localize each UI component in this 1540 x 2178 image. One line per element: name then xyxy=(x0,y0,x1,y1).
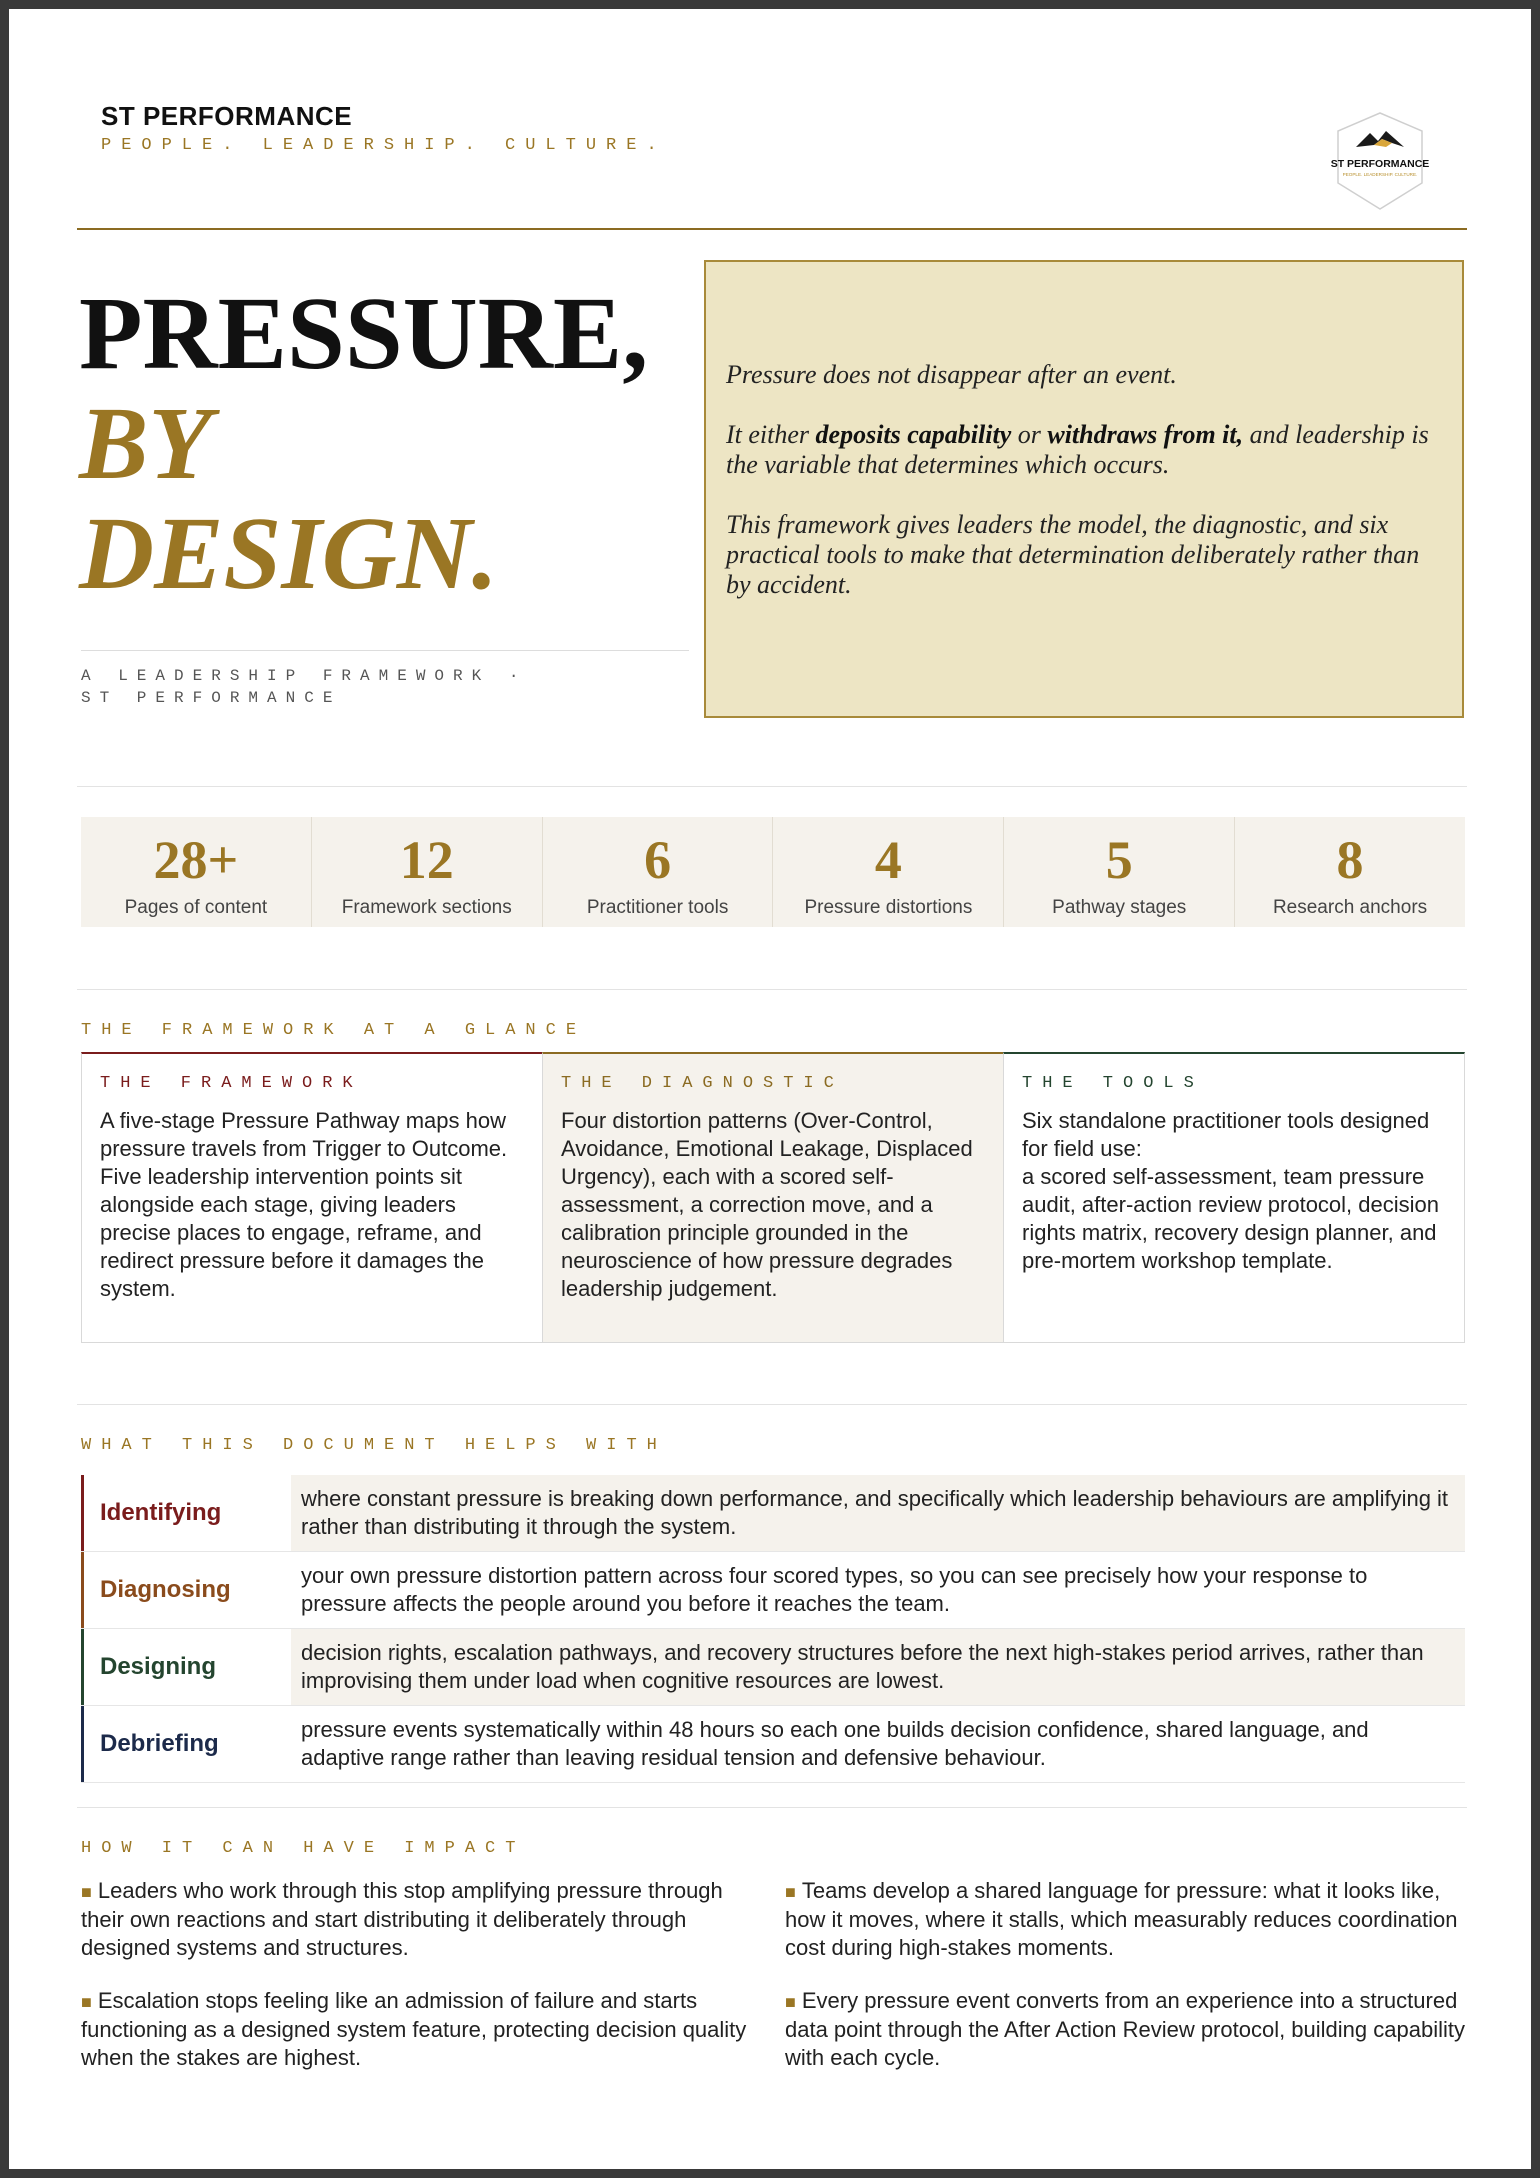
impact-item xyxy=(81,1987,761,2072)
stat-value: 12 xyxy=(399,830,454,890)
stat-label: Pages of content xyxy=(124,897,268,918)
helps-row xyxy=(81,1552,1465,1629)
intro-quote-box xyxy=(704,260,1464,718)
section-divider xyxy=(77,1807,1467,1808)
glance-column-framework xyxy=(81,1052,542,1342)
glance-column-title: THE FRAMEWORK xyxy=(100,1074,363,1093)
square-bullet-icon: ■ xyxy=(785,1992,796,2012)
section-divider xyxy=(77,786,1467,787)
hero-title-line3: DESIGN. xyxy=(79,496,498,611)
glance-column-diagnostic xyxy=(542,1052,1003,1342)
helps-row xyxy=(81,1629,1465,1706)
stat-item xyxy=(312,817,543,927)
helps-row xyxy=(81,1706,1465,1783)
logo-name: ST PERFORMANCE xyxy=(1330,158,1430,170)
glance-column-tools xyxy=(1003,1052,1465,1342)
helps-description: where constant pressure is breaking down performance, and specifically which leadership behaviours are amplifying it rather than distributing it through the system. xyxy=(291,1475,1465,1551)
stat-label: Practitioner tools xyxy=(586,897,729,918)
stat-value: 5 xyxy=(1105,830,1133,890)
stat-label: Pathway stages xyxy=(1052,897,1187,918)
glance-column-title: THE DIAGNOSTIC xyxy=(561,1074,844,1093)
brand-tagline: PEOPLE. LEADERSHIP. CULTURE. xyxy=(101,136,667,155)
square-bullet-icon: ■ xyxy=(81,1882,92,1902)
helps-verb: Designing xyxy=(81,1629,291,1705)
impact-text: Leaders who work through this stop amplifying pressure through their own reactions and start distributing it deliberately through designed systems and structures. xyxy=(81,1878,723,1960)
section-divider xyxy=(77,989,1467,990)
stat-item xyxy=(773,817,1004,927)
helps-table xyxy=(81,1475,1465,1783)
glance-column-body: A five-stage Pressure Pathway maps how pressure travels from Trigger to Outcome. Five leadership intervention points sit alongside each stage, giving leaders precise places to engage, reframe, and redirect pressure before it damages the system. xyxy=(100,1108,508,1301)
glance-column-title: THE TOOLS xyxy=(1022,1074,1204,1093)
impact-item xyxy=(785,1987,1465,2072)
intro-emphasis-2: withdraws from it, xyxy=(1047,420,1244,449)
stat-item xyxy=(1004,817,1235,927)
impact-section-label: HOW IT CAN HAVE IMPACT xyxy=(81,1839,526,1858)
square-bullet-icon: ■ xyxy=(81,1992,92,2012)
hero-title xyxy=(79,276,649,611)
impact-item xyxy=(785,1877,1465,1962)
impact-text: Teams develop a shared language for pressure: what it looks like, how it moves, where it stalls, which measurably reduces coordination cost during high-stakes moments. xyxy=(785,1878,1458,1960)
brand-name: ST PERFORMANCE xyxy=(101,101,353,131)
stat-value: 6 xyxy=(644,830,672,890)
hero-title-line2: BY xyxy=(79,386,212,501)
intro-emphasis-1: deposits capability xyxy=(815,420,1012,449)
impact-item xyxy=(81,1877,761,1962)
helps-row xyxy=(81,1475,1465,1552)
stat-value: 4 xyxy=(874,830,902,890)
square-bullet-icon: ■ xyxy=(785,1882,796,1902)
helps-verb: Diagnosing xyxy=(81,1552,291,1628)
stats-bar xyxy=(81,817,1465,927)
helps-section-label: WHAT THIS DOCUMENT HELPS WITH xyxy=(81,1436,667,1455)
hero-divider xyxy=(81,650,689,651)
stat-label: Framework sections xyxy=(341,897,512,918)
stat-item xyxy=(1235,817,1465,927)
stat-label: Pressure distortions xyxy=(804,897,973,918)
impact-text: Escalation stops feeling like an admission of failure and starts functioning as a designed system feature, protecting decision quality when the stakes are highest. xyxy=(81,1988,747,2070)
hero-title-line1: PRESSURE, xyxy=(79,276,649,391)
stat-item xyxy=(543,817,774,927)
header-divider xyxy=(77,228,1467,230)
brand-block xyxy=(101,101,667,155)
stat-label: Research anchors xyxy=(1272,897,1428,918)
impact-text: Every pressure event converts from an experience into a structured data point through the After Action Review protocol, building capability with each cycle. xyxy=(785,1988,1465,2070)
document-page xyxy=(9,9,1531,2169)
hero-subtitle-line1: A LEADERSHIP FRAMEWORK · xyxy=(81,667,528,685)
intro-paragraph-2: It either deposits capability or withdraws from it, and leadership is the variable that determines which occurs. xyxy=(726,420,1429,479)
intro-paragraph-1: Pressure does not disappear after an event. xyxy=(726,360,1177,389)
helps-verb: Identifying xyxy=(81,1475,291,1551)
helps-description: pressure events systematically within 48 hours so each one builds decision confidence, shared language, and adaptive range rather than leaving residual tension and defensive behaviour. xyxy=(301,1717,1369,1770)
helps-description: decision rights, escalation pathways, and recovery structures before the next high-stakes period arrives, rather than improvising them under load when cognitive resources are lowest. xyxy=(291,1629,1465,1705)
glance-columns xyxy=(81,1052,1465,1343)
logo-tagline: PEOPLE. LEADERSHIP. CULTURE. xyxy=(1342,172,1418,177)
brand-logo xyxy=(1330,111,1430,211)
glance-section-label: THE FRAMEWORK AT A GLANCE xyxy=(81,1021,587,1040)
stat-value: 28+ xyxy=(153,830,239,890)
section-divider xyxy=(77,1404,1467,1405)
intro-paragraph-3: This framework gives leaders the model, the diagnostic, and six practical tools to make that determination deliberately rather than by accident. xyxy=(726,510,1420,599)
helps-verb: Debriefing xyxy=(81,1706,291,1782)
glance-column-body: Four distortion patterns (Over-Control, Avoidance, Emotional Leakage, Displaced Urgency), each with a scored self-assessment, a correction move, and a calibration principle grounded in the neuroscience of how pressure degrades leadership judgement. xyxy=(561,1108,973,1301)
glance-column-body: Six standalone practitioner tools designed for field use: a scored self-assessment, team pressure audit, after-action review protocol, decision rights matrix, recovery design planner, and pre-mortem workshop template. xyxy=(1022,1108,1439,1273)
helps-description: your own pressure distortion pattern across four scored types, so you can see precisely how your response to pressure affects the people around you before it reaches the team. xyxy=(301,1563,1368,1616)
stat-value: 8 xyxy=(1336,830,1364,890)
hero-subtitle xyxy=(81,665,641,709)
stat-item xyxy=(81,817,312,927)
hero-subtitle-line2: ST PERFORMANCE xyxy=(81,689,342,707)
